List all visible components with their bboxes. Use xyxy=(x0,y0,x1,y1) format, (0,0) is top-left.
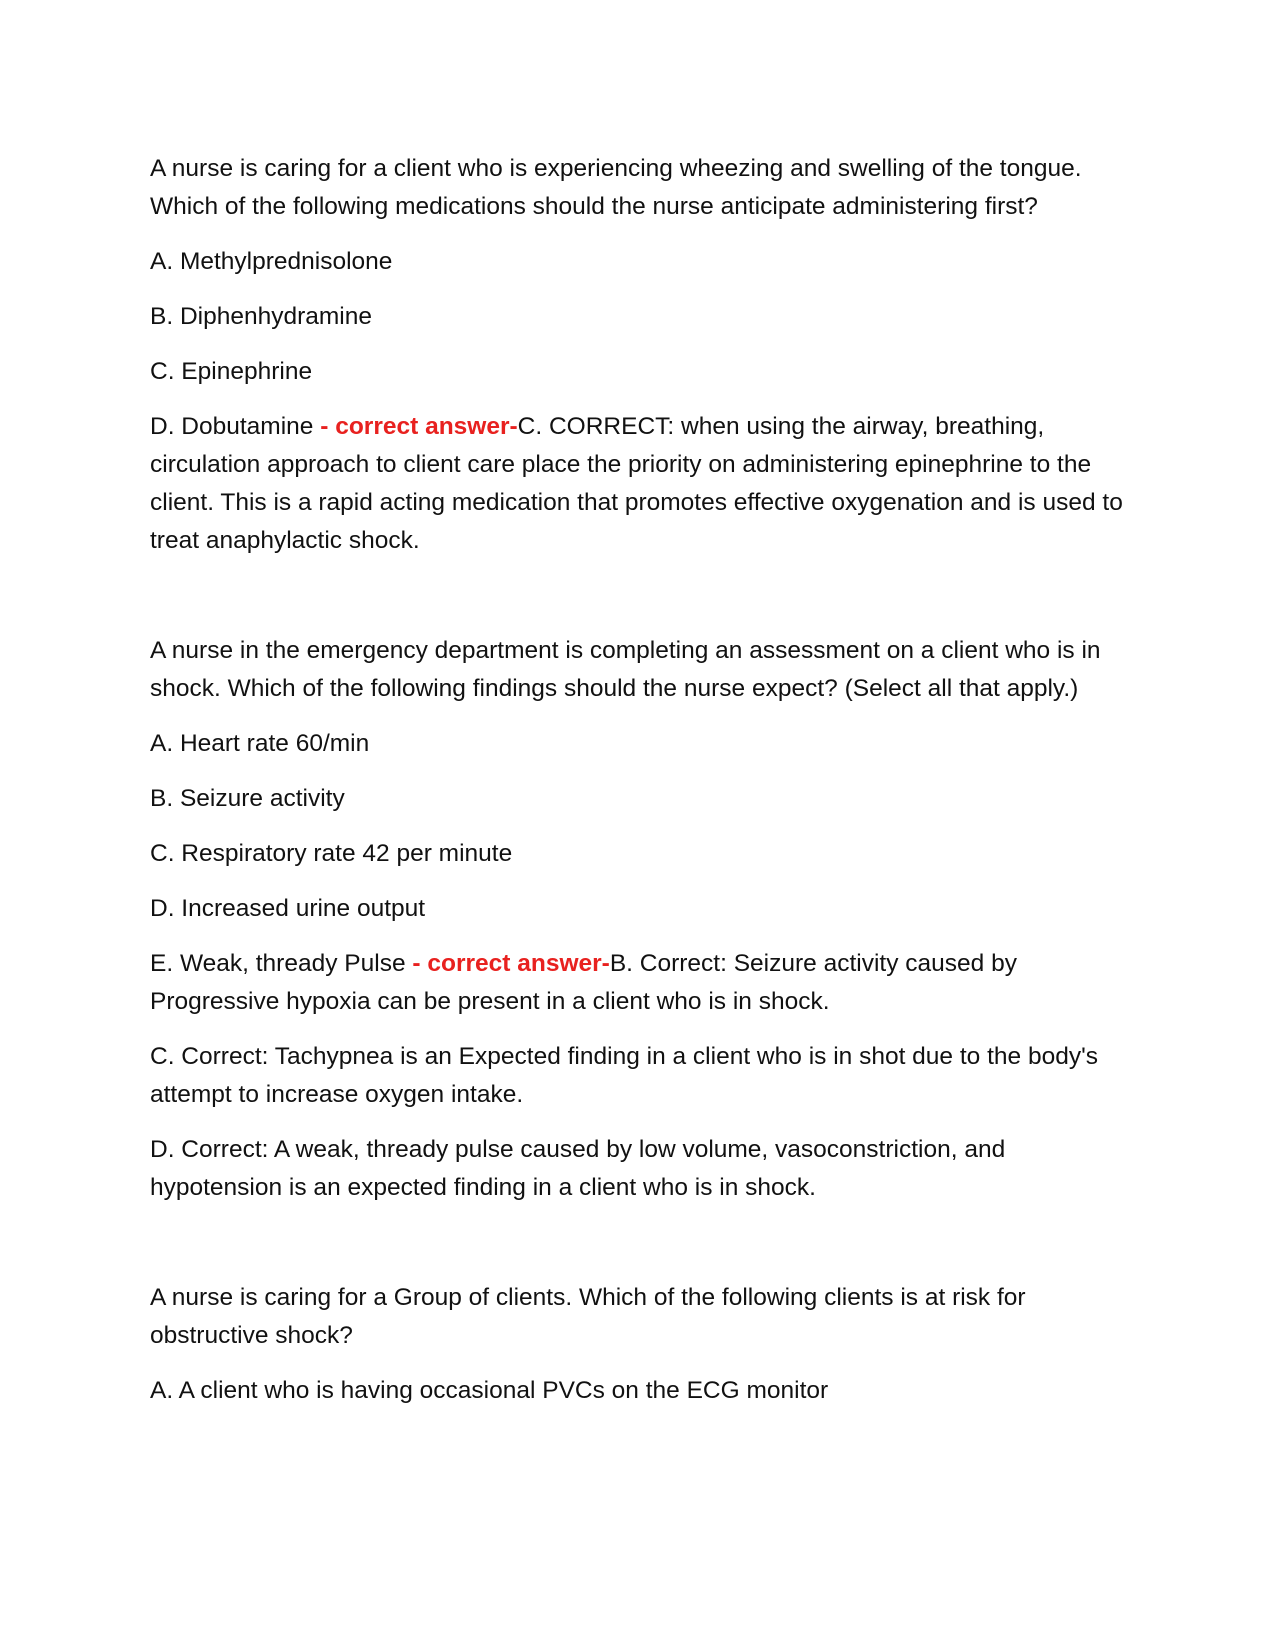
rationale-c: C. Correct: Tachypnea is an Expected finding in a client who is in shot due to the body's attempt to increase oxygen intake. xyxy=(150,1043,1099,1108)
rationale-d: D. Correct: A weak, thready pulse caused by low volume, vasoconstriction, and hypotension is an expected finding in a client who is in shock. xyxy=(150,1136,1006,1201)
question-stem: A nurse is caring for a Group of clients. Which of the following clients is at risk for obstructive shock? xyxy=(150,1284,1026,1349)
question-stem: A nurse is caring for a client who is experiencing wheezing and swelling of the tongue. Which of the following medications should the nurse anticipate administering first? xyxy=(150,155,1082,220)
rationale: C. CORRECT: when using the airway, breathing, circulation approach to client care place the priority on administering epinephrine to the client. This is a rapid acting medication that promotes effective oxygenation and is used to treat anaphylactic shock. xyxy=(150,413,1123,554)
option-c: C. Respiratory rate 42 per minute xyxy=(150,840,513,867)
option-a: A. A client who is having occasional PVCs on the ECG monitor xyxy=(150,1377,829,1404)
question-stem: A nurse in the emergency department is completing an assessment on a client who is in shock. Which of the following findings should the nurse expect? (Select all that apply.) xyxy=(150,637,1101,702)
option-d: D. Increased urine output xyxy=(150,895,426,922)
document-content xyxy=(150,150,1130,1427)
question-2 xyxy=(150,632,1130,1207)
rationale: B. Correct: Seizure activity caused by Progressive hypoxia can be present in a client who is in shock. xyxy=(150,950,1017,1015)
question-3 xyxy=(150,1279,1130,1410)
correct-answer-marker: - correct answer- xyxy=(320,413,518,440)
option-a: A. Heart rate 60/min xyxy=(150,730,370,757)
correct-answer-marker: - correct answer- xyxy=(412,950,610,977)
option-d: D. Dobutamine xyxy=(150,413,314,440)
option-d-with-answer xyxy=(150,408,1130,560)
option-a: A. Methylprednisolone xyxy=(150,248,393,275)
option-c: C. Epinephrine xyxy=(150,358,313,385)
option-e-with-answer xyxy=(150,945,1130,1021)
question-separator xyxy=(150,1224,1130,1279)
option-b: B. Seizure activity xyxy=(150,785,345,812)
option-b: B. Diphenhydramine xyxy=(150,303,372,330)
option-e: E. Weak, thready Pulse xyxy=(150,950,406,977)
question-separator xyxy=(150,577,1130,632)
question-1 xyxy=(150,150,1130,560)
